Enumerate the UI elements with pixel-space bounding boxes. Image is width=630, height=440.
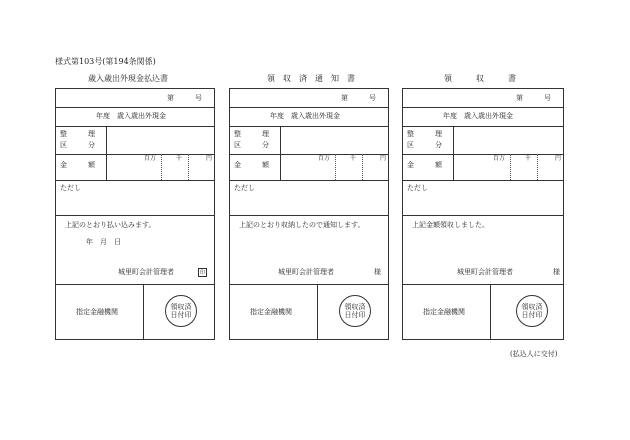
- stamp-line-2: 日付印: [521, 311, 543, 319]
- panel-payment-slip: [55, 88, 215, 340]
- divider: [403, 180, 563, 181]
- unit-yen: 円: [380, 155, 387, 162]
- digit-separator: [537, 154, 538, 180]
- divider: [56, 126, 214, 127]
- message: 上記金額領収しました。: [412, 221, 489, 229]
- panel-2-title: 領 収 済 通 知 書: [267, 74, 355, 83]
- stamp-line-2: 日付印: [170, 311, 192, 319]
- year-line: 年度 歳入歳出外現金: [270, 112, 340, 120]
- category-label-1: 整 理: [234, 130, 269, 138]
- year-line: 年度 歳入歳出外現金: [96, 112, 166, 120]
- divider: [280, 126, 281, 154]
- message: 上記のとおり払い込みます。: [65, 221, 156, 229]
- remarks-label: ただし: [234, 184, 255, 192]
- panel-1-title: 歳入歳出外現金払込書: [88, 74, 168, 83]
- divider: [230, 126, 388, 127]
- divider: [56, 284, 214, 285]
- divider: [403, 126, 563, 127]
- unit-thousand: 千: [350, 155, 357, 162]
- panel-receipt: [402, 88, 564, 340]
- divider: [106, 126, 107, 154]
- panel-receipt-notice: [229, 88, 389, 340]
- divider: [403, 284, 563, 285]
- stamp-line-2: 日付印: [344, 311, 366, 319]
- stamp-line-1: 領収済: [344, 302, 366, 311]
- seal-mark: 印: [199, 270, 205, 276]
- unit-thousand: 千: [525, 155, 532, 162]
- divider: [230, 154, 388, 155]
- divider: [317, 284, 318, 340]
- form-number: 様式第103号(第194条関係): [55, 57, 156, 66]
- category-label-2: 区 分: [60, 141, 95, 149]
- manager-label: 城里町会計管理者: [118, 268, 174, 276]
- divider: [230, 180, 388, 181]
- receipt-date-stamp: [339, 295, 371, 327]
- date-line: 年 月 日: [86, 238, 121, 246]
- stamp-line-1: 領収済: [170, 302, 192, 311]
- bank-label: 指定金融機関: [423, 308, 465, 316]
- divider: [453, 126, 454, 154]
- divider: [403, 215, 563, 216]
- receipt-date-stamp: [165, 295, 197, 327]
- unit-million: 百万: [318, 155, 331, 162]
- digit-separator: [510, 154, 511, 180]
- remarks-label: ただし: [60, 184, 81, 192]
- divider: [230, 284, 388, 285]
- divider: [56, 154, 214, 155]
- divider: [230, 107, 388, 108]
- category-label-2: 区 分: [407, 141, 442, 149]
- digit-separator: [161, 154, 162, 180]
- divider: [403, 107, 563, 108]
- amount-label: 金 額: [234, 161, 269, 169]
- digit-separator: [362, 154, 363, 180]
- number-label: 第 号: [516, 94, 551, 102]
- category-label-2: 区 分: [234, 141, 269, 149]
- unit-yen: 円: [555, 155, 562, 162]
- divider: [106, 154, 107, 180]
- amount-label: 金 額: [60, 161, 95, 169]
- divider: [143, 284, 144, 340]
- unit-million: 百万: [144, 155, 157, 162]
- divider: [490, 284, 491, 340]
- receipt-date-stamp: [516, 295, 548, 327]
- remarks-label: ただし: [407, 184, 428, 192]
- digit-separator: [335, 154, 336, 180]
- bank-label: 指定金融機関: [250, 308, 292, 316]
- divider: [230, 215, 388, 216]
- stamp-line-1: 領収済: [521, 302, 543, 311]
- number-label: 第 号: [167, 94, 202, 102]
- manager-suffix: 様: [374, 268, 381, 276]
- panel-3-title: 領 収 書: [444, 74, 516, 83]
- unit-yen: 円: [206, 155, 213, 162]
- divider: [280, 154, 281, 180]
- bank-label: 指定金融機関: [76, 308, 118, 316]
- manager-label: 城里町会計管理者: [278, 268, 334, 276]
- manager-label: 城里町会計管理者: [457, 268, 513, 276]
- divider: [56, 107, 214, 108]
- year-line: 年度 歳入歳出外現金: [443, 112, 513, 120]
- category-label-1: 整 理: [407, 130, 442, 138]
- divider: [403, 154, 563, 155]
- number-label: 第 号: [341, 94, 376, 102]
- divider: [453, 154, 454, 180]
- manager-suffix: 様: [553, 268, 560, 276]
- footer-note: (払込人に交付): [510, 350, 558, 358]
- amount-label: 金 額: [407, 161, 442, 169]
- message: 上記のとおり収納したので通知します。: [239, 221, 365, 229]
- divider: [56, 215, 214, 216]
- category-label-1: 整 理: [60, 130, 95, 138]
- unit-million: 百万: [493, 155, 506, 162]
- digit-separator: [188, 154, 189, 180]
- unit-thousand: 千: [176, 155, 183, 162]
- divider: [56, 180, 214, 181]
